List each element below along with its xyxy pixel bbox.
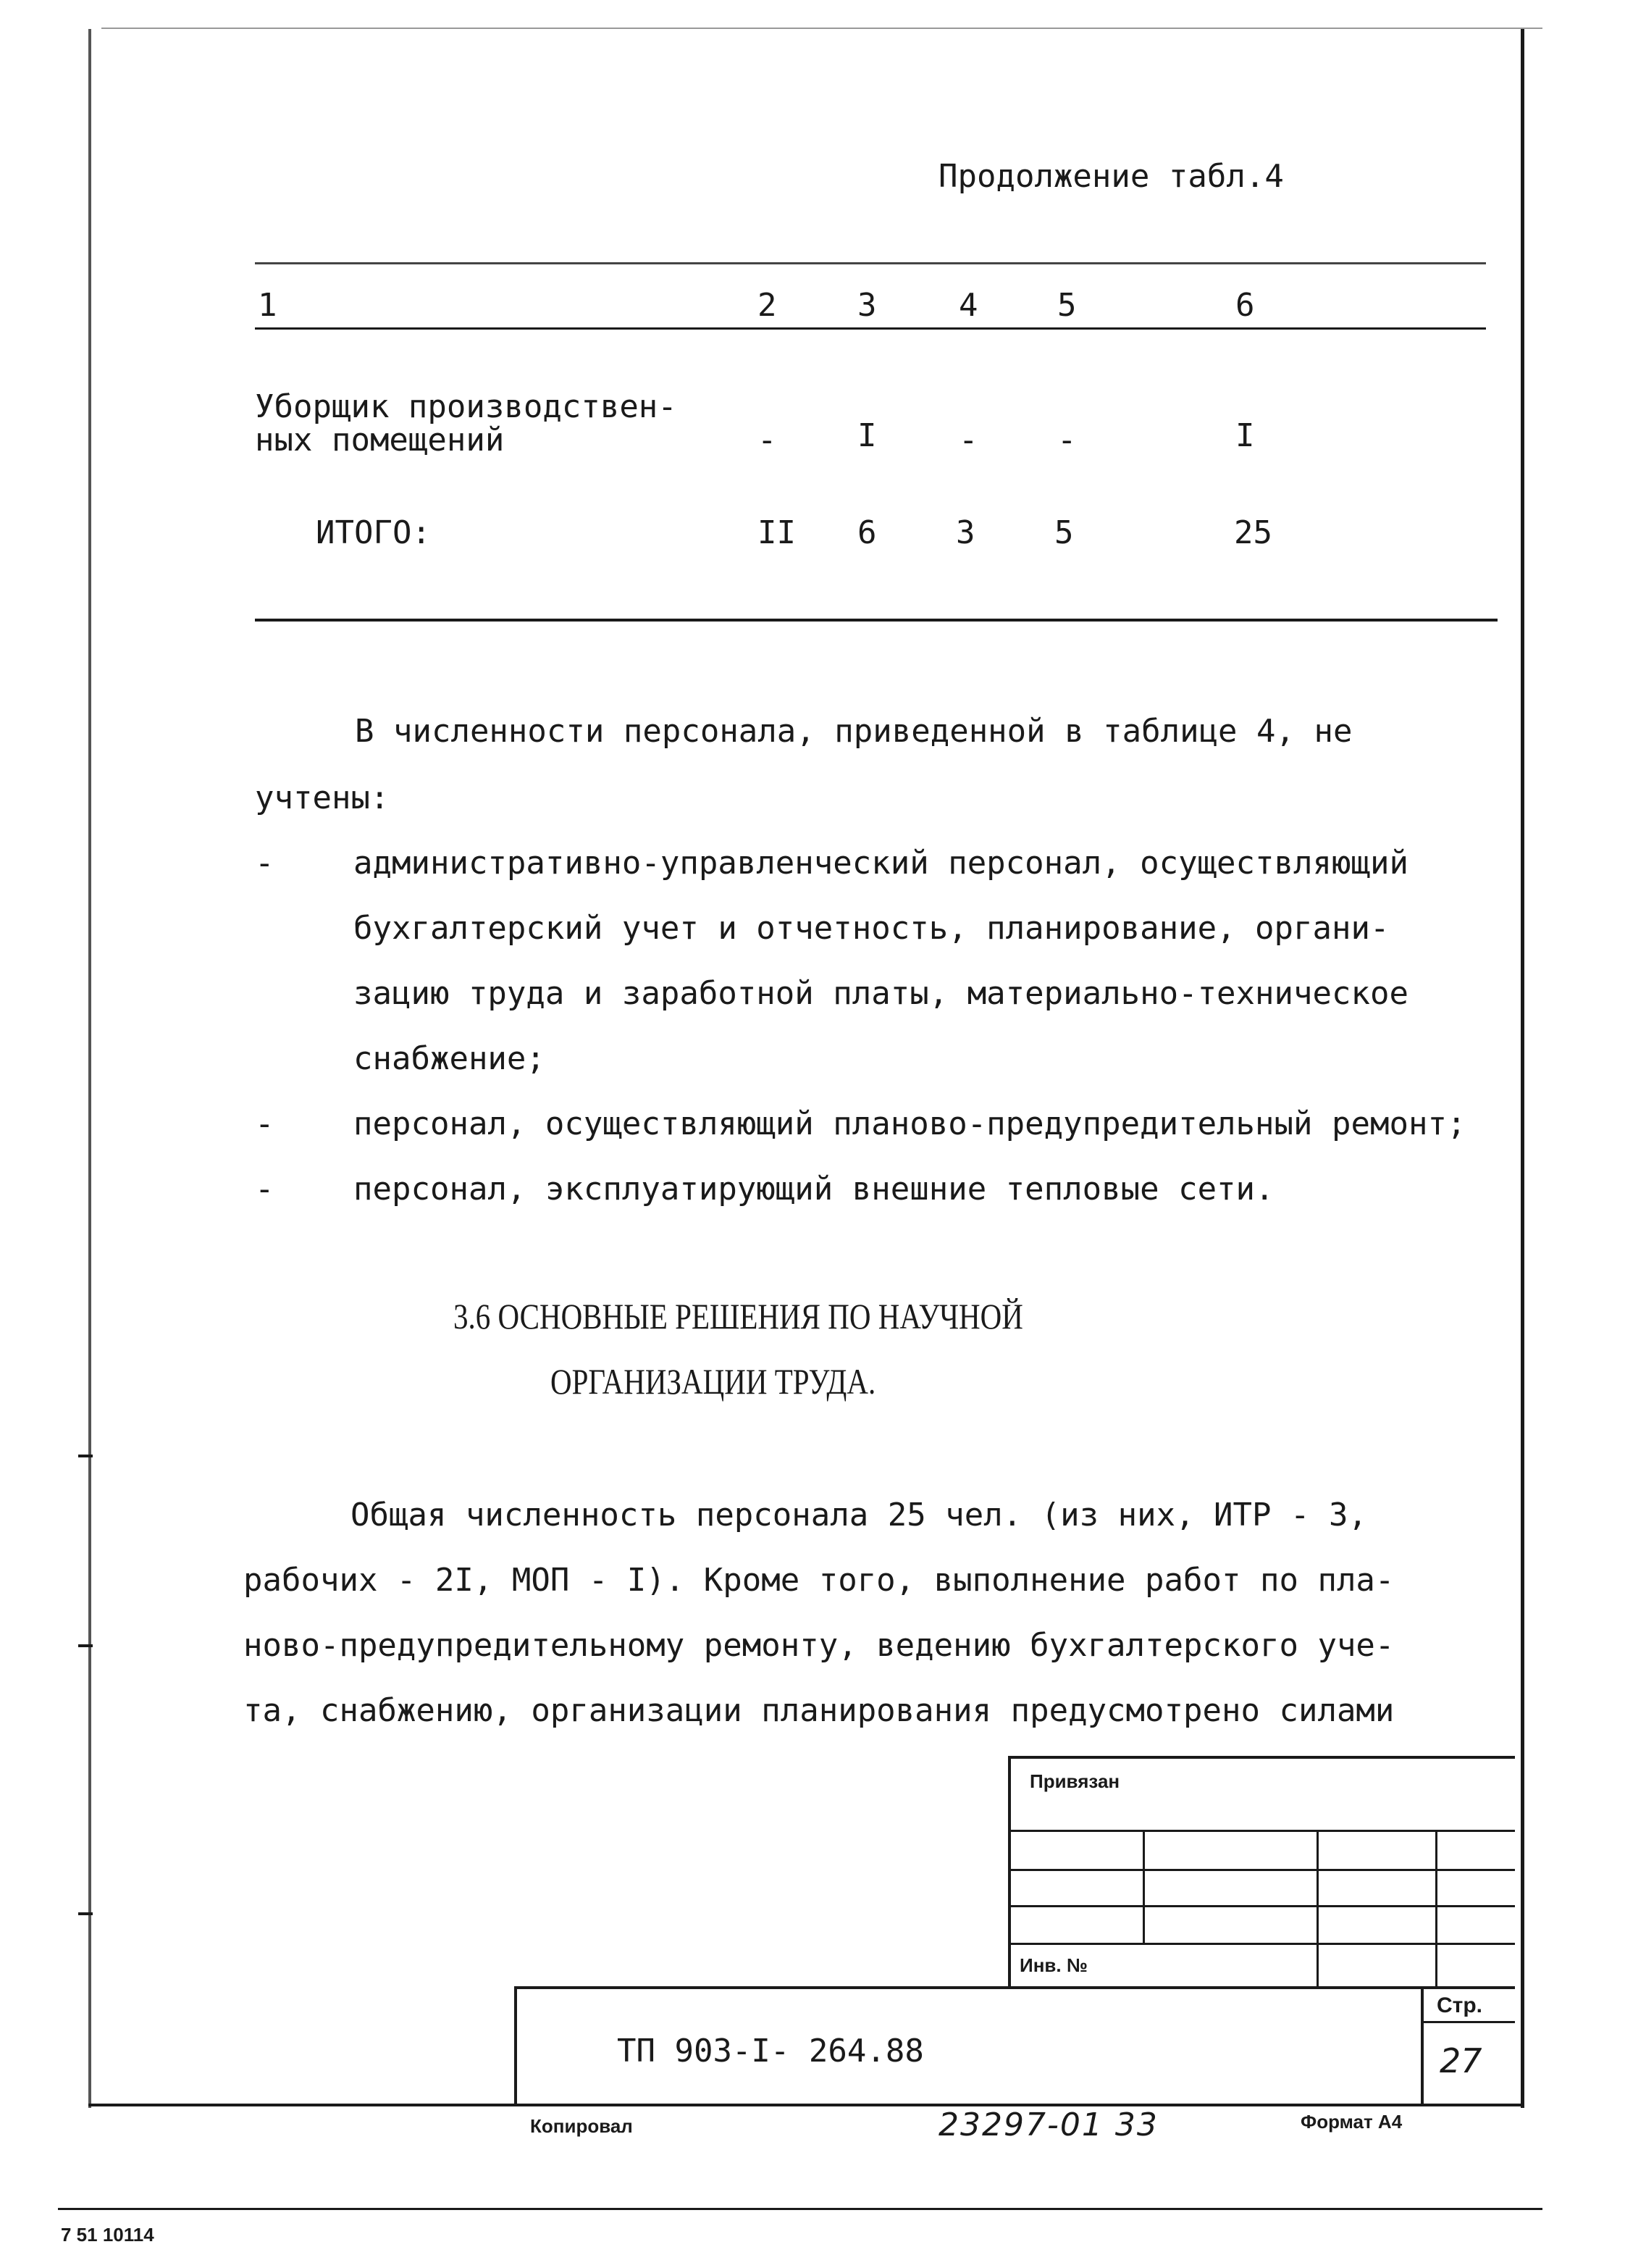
para1-line2: учтены: [255, 779, 390, 816]
frame-tick [78, 1644, 93, 1647]
col-header-3: 3 [857, 287, 877, 324]
copied-label: Копировал [530, 2115, 633, 2137]
bullet-3-line1: персонал, эксплуатирующий внешние тепловые сети. [353, 1171, 1275, 1208]
continuation-label: Продолжение табл.4 [939, 158, 1284, 195]
page-number: 27 [1440, 2041, 1482, 2080]
row-name-line1: Уборщик производствен- [255, 388, 677, 425]
total-cell-5: 5 [1054, 514, 1074, 551]
para2-line4: та, снабжению, организации планирования предусмотрено силами [243, 1692, 1395, 1729]
table-bottom-rule [255, 619, 1498, 622]
row-cell-4: - [959, 422, 978, 459]
inv-label: Инв. № [1020, 1954, 1088, 1976]
total-cell-3: 6 [857, 514, 877, 551]
bottom-rule [58, 2208, 1542, 2210]
col-header-2: 2 [757, 287, 777, 324]
para2-line3: ново-предупредительному ремонту, ведению бухгалтерского уче- [243, 1627, 1395, 1664]
section-title-line2: ОРГАНИЗАЦИИ ТРУДА. [550, 1361, 876, 1402]
col-header-5: 5 [1057, 287, 1077, 324]
bullet-dash: - [255, 1171, 274, 1208]
table-top-rule [255, 262, 1486, 264]
row-cell-6: I [1235, 417, 1255, 454]
page-label: Стр. [1437, 1993, 1483, 2017]
col-header-1: 1 [258, 287, 277, 324]
section-title-line1: 3.6 ОСНОВНЫЕ РЕШЕНИЯ ПО НАУЧНОЙ [453, 1296, 1023, 1336]
bullet-1-line1: административно-управленческий персонал, осуществляющий [353, 845, 1408, 882]
total-cell-2: II [757, 514, 796, 551]
para1-line1: В численности персонала, приведенной в таблице 4, не [355, 713, 1353, 750]
para2-line2: рабочих - 2I, МОП - I). Кроме того, выполнение работ по пла- [243, 1562, 1395, 1599]
corner-code: 7 51 10114 [61, 2224, 154, 2246]
col-header-4: 4 [959, 287, 978, 324]
frame-bottom-border [88, 2104, 1524, 2106]
frame-right-border [1521, 29, 1524, 2108]
para2-line1: Общая численность персонала 25 чел. (из них, ИТР - 3, [350, 1497, 1367, 1533]
table-header-rule [255, 327, 1486, 330]
frame-tick [78, 1912, 93, 1915]
bullet-1-line3: зацию труда и заработной платы, материально-техническое [353, 975, 1408, 1012]
doc-code: ТП 903-I- 264.88 [617, 2033, 924, 2070]
frame-left-border [88, 29, 91, 2108]
bullet-dash: - [255, 845, 274, 882]
frame-top-border [101, 28, 1542, 29]
bullet-1-line4: снабжение; [353, 1040, 545, 1077]
row-cell-5: - [1057, 422, 1077, 459]
total-label: ИТОГО: [316, 514, 431, 551]
row-cell-2: - [757, 422, 777, 459]
row-cell-3: I [857, 417, 877, 454]
bullet-2-line1: персонал, осуществляющий планово-предупредительный ремонт; [353, 1105, 1466, 1142]
total-cell-4: 3 [956, 514, 975, 551]
col-header-6: 6 [1235, 287, 1255, 324]
bullet-1-line2: бухгалтерский учет и отчетность, планирование, органи- [353, 910, 1390, 947]
bullet-dash: - [255, 1105, 274, 1142]
privyazan-label: Привязан [1030, 1770, 1120, 1792]
format-label: Формат А4 [1301, 2111, 1403, 2133]
row-name-line2: ных помещений [255, 422, 505, 459]
total-cell-6: 25 [1234, 514, 1272, 551]
frame-tick [78, 1455, 93, 1457]
handwritten-number: 23297-01 33 [939, 2106, 1159, 2143]
